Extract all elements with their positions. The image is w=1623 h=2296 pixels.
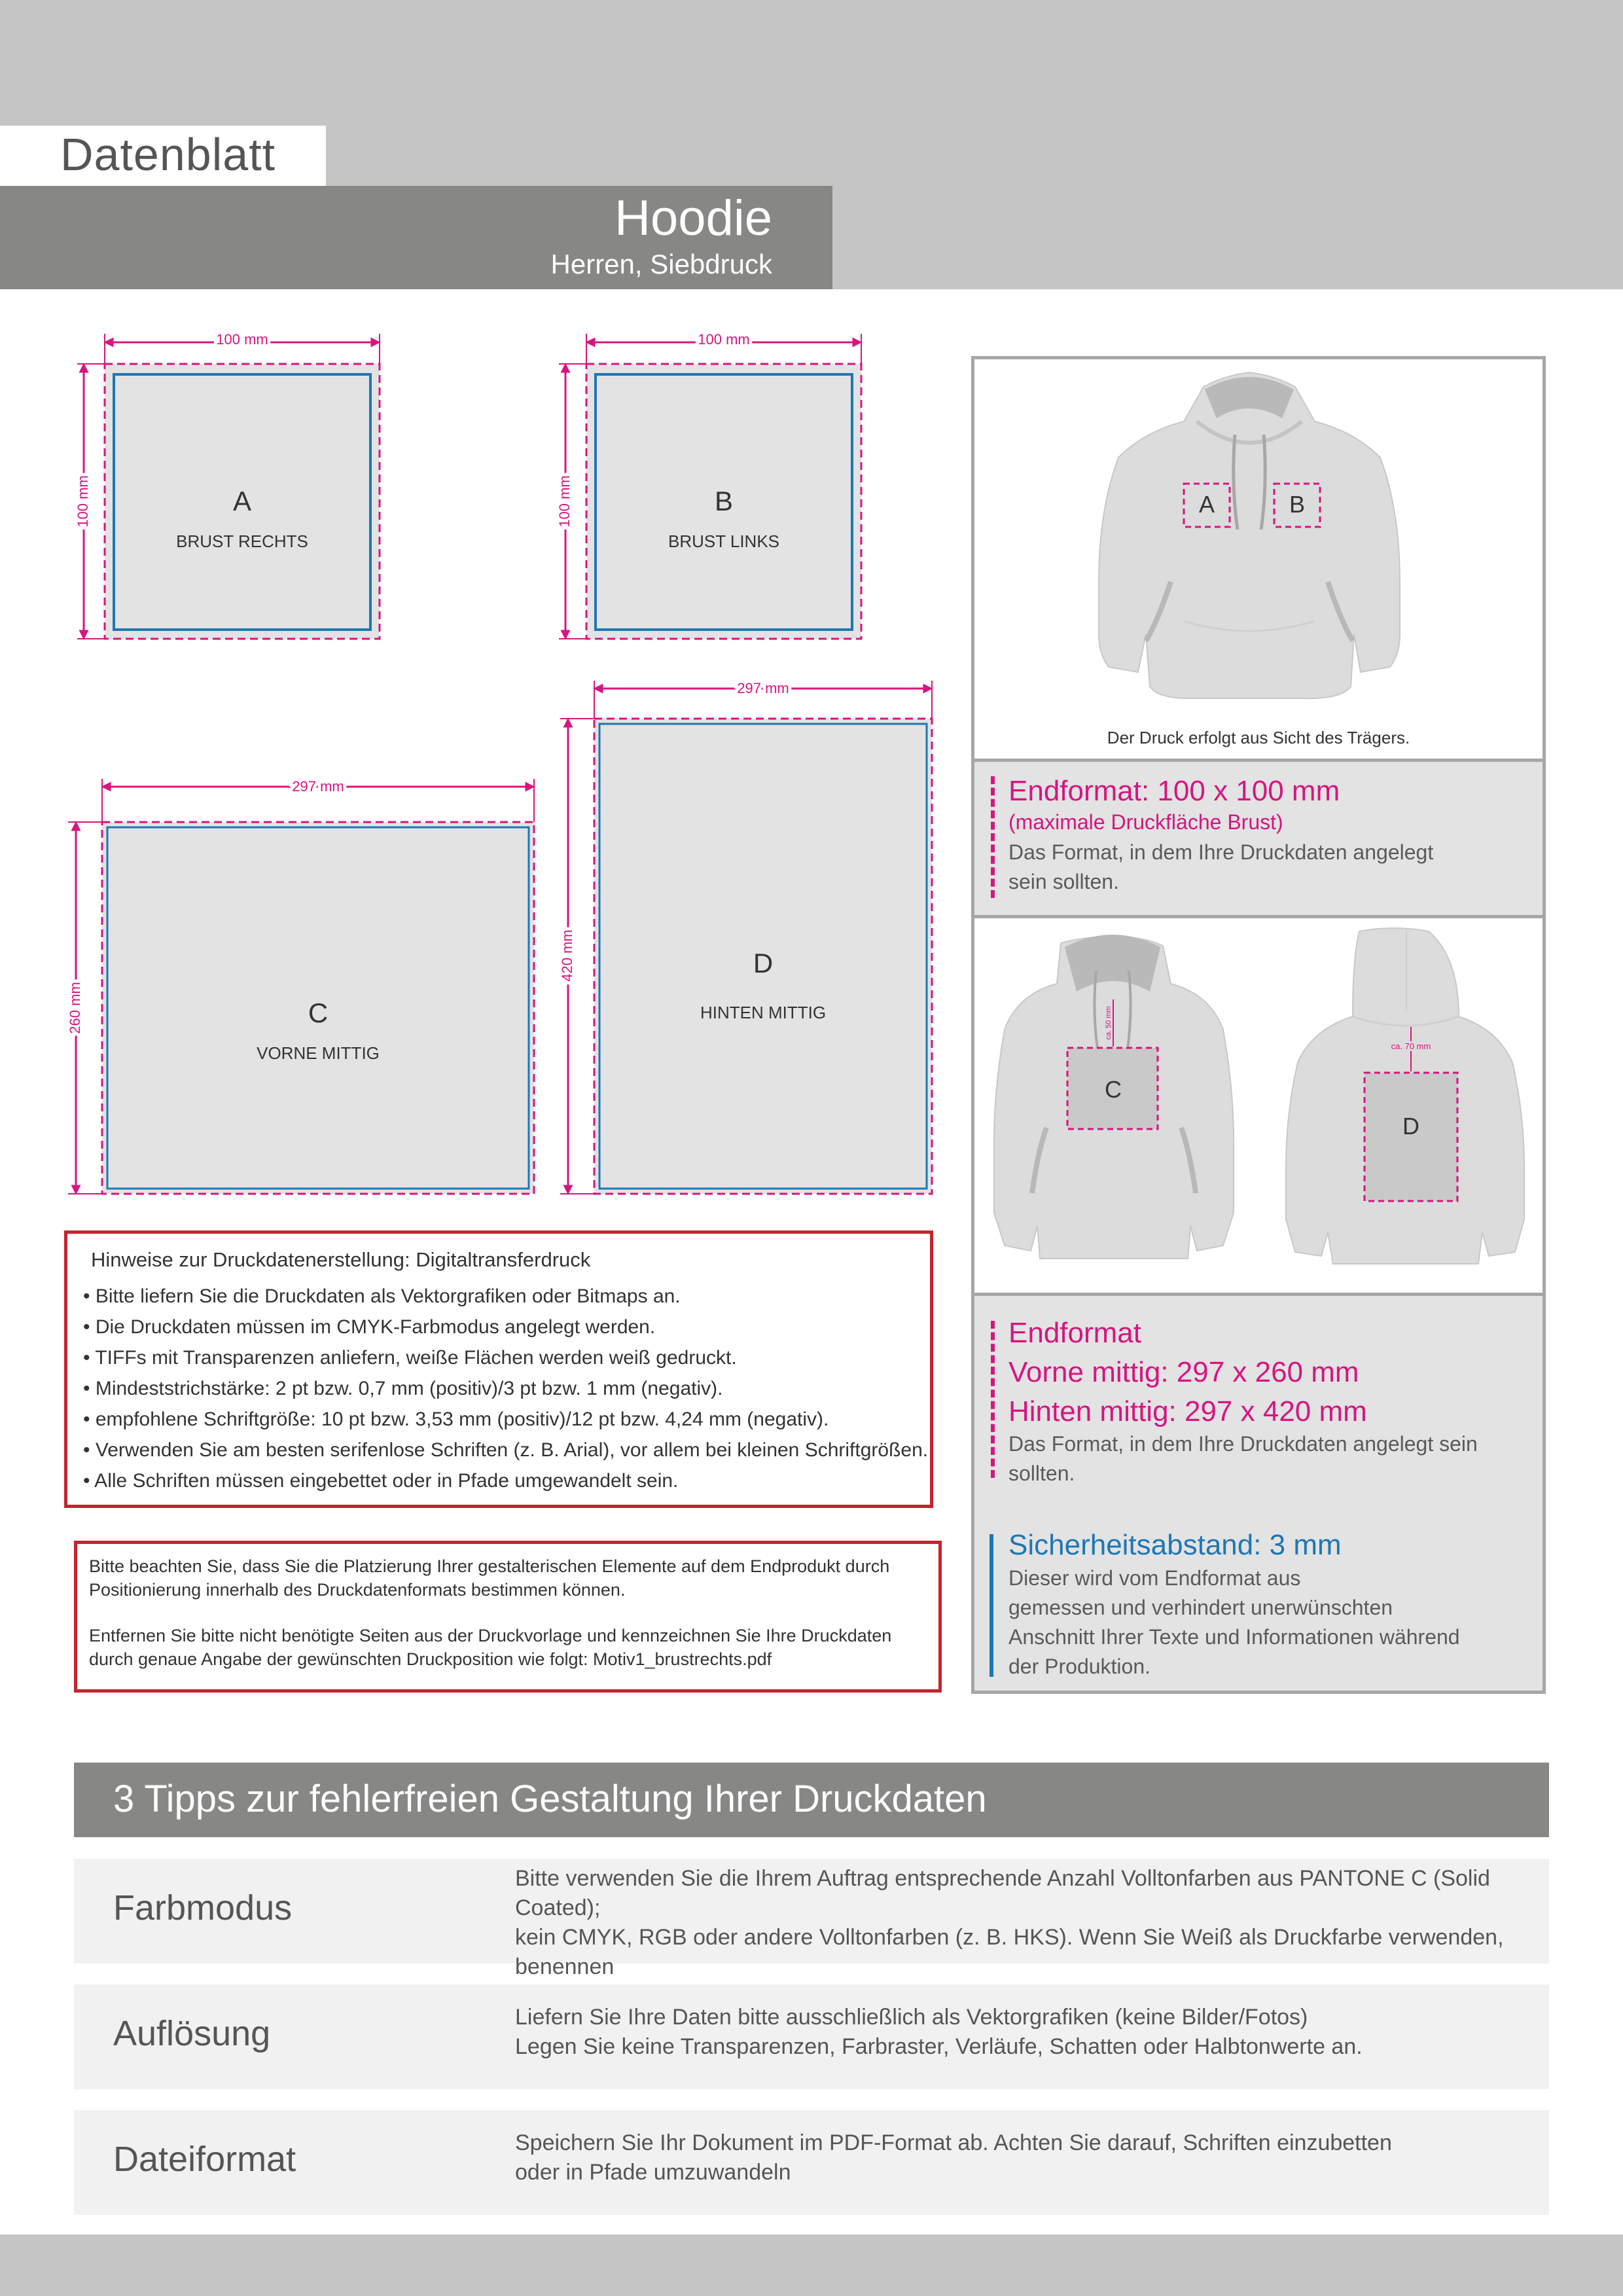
print-hints-title: Hinweise zur Druckdatenerstellung: Digitaltransferdruck [91, 1248, 591, 1271]
doc-label-tab [0, 126, 326, 186]
big-format-front: Vorne mittig: 297 x 260 mm [1008, 1356, 1359, 1388]
chest-format-desc-1: Das Format, in dem Ihre Druckdaten angelegt [1008, 840, 1434, 864]
big-format-desc-2: sollten. [1008, 1462, 1075, 1485]
chest-format-sub: (maximale Druckfläche Brust) [1008, 810, 1283, 834]
svg-text:B: B [1289, 491, 1306, 518]
svg-text:C: C [1105, 1076, 1122, 1103]
tips-heading-bar [74, 1763, 1549, 1837]
footer-band [0, 2234, 1623, 2296]
area-a-height-label: 100 mm [75, 475, 91, 528]
hint-item: • TIFFs mit Transparenzen anliefern, weiße Flächen werden weiß gedruckt. [83, 1347, 737, 1369]
tip-text: Liefern Sie Ihre Daten bitte ausschließlich als Vektorgrafiken (keine Bilder/Fotos) Legen Sie keine Transparenzen, Farbraster, Verläufe, Schatten oder Halbtonwerte an. [515, 2005, 1363, 2059]
area-b [556, 331, 861, 639]
chest-caption: Der Druck erfolgt aus Sicht des Trägers. [1107, 728, 1410, 747]
big-format-desc-1: Das Format, in dem Ihre Druckdaten angelegt sein [1008, 1432, 1478, 1456]
area-c-height-label: 260 mm [67, 982, 83, 1034]
notice-line: Positionierung innerhalb des Druckdatenformats bestimmen können. [89, 1580, 626, 1600]
tip-label: Auflösung [113, 2014, 271, 2053]
big-format-marker [991, 1321, 995, 1478]
area-c [67, 778, 534, 1194]
tip-row-aufloesung [74, 1984, 1549, 2089]
area-b-name: BRUST LINKS [668, 531, 780, 551]
safety-marker [990, 1534, 993, 1677]
hint-item: • empfohlene Schriftgröße: 10 pt bzw. 3,53 mm (positiv)/12 pt bzw. 4,24 mm (negativ). [83, 1408, 829, 1430]
area-b-width-label: 100 mm [698, 331, 750, 348]
tip-text: Speichern Sie Ihr Dokument im PDF-Format ab. Achten Sie darauf, Schriften einzubetten oder in Pfade umzuwandeln [515, 2130, 1392, 2185]
area-c-name: VORNE MITTIG [257, 1043, 380, 1063]
chest-format-marker [991, 776, 995, 898]
area-a [75, 331, 380, 639]
product-subtitle: Herren, Siebdruck [550, 249, 772, 279]
svg-text:D: D [1402, 1113, 1419, 1139]
svg-text:A: A [1198, 491, 1215, 518]
area-b-height-label: 100 mm [556, 475, 573, 528]
safety-desc-2: gemessen und verhindert unerwünschten [1008, 1596, 1393, 1619]
safety-title: Sicherheitsabstand: 3 mm [1008, 1529, 1342, 1561]
chest-format-title: Endformat: 100 x 100 mm [1008, 775, 1340, 807]
placement-notice-box [74, 1541, 942, 1693]
area-a-letter: A [232, 486, 252, 516]
area-d-letter: D [753, 948, 774, 978]
area-d-name: HINTEN MITTIG [700, 1003, 827, 1022]
hoodie-chest-view [974, 359, 1543, 762]
front-offset-label: ca. 50 mm [1105, 1006, 1113, 1040]
hint-item: • Alle Schriften müssen eingebettet oder in Pfade umgewandelt sein. [83, 1470, 679, 1492]
area-a-name: BRUST RECHTS [176, 531, 308, 551]
product-title: Hoodie [615, 190, 772, 246]
area-d-width-label: 297 mm [737, 680, 789, 696]
notice-line: Entfernen Sie bitte nicht benötigte Seiten aus der Druckvorlage und kennzeichnen Sie Ihre Druckdaten [89, 1626, 892, 1645]
back-offset-label: ca. 70 mm [1391, 1041, 1431, 1051]
notice-line: Bitte beachten Sie, dass Sie die Platzierung Ihrer gestalterischen Elemente auf dem Endprodukt durch [89, 1556, 890, 1576]
doc-label: Datenblatt [60, 129, 276, 180]
tip-row-farbmodus [74, 1859, 1549, 1979]
print-area-diagram [0, 289, 955, 1219]
safety-desc-3: Anschnitt Ihrer Texte und Informationen während [1008, 1625, 1460, 1649]
notice-line: durch genaue Angabe der gewünschten Druckposition wie folgt: Motiv1_brustrechts.pdf [89, 1649, 772, 1669]
hint-item: • Mindeststrichstärke: 2 pt bzw. 0,7 mm (positiv)/3 pt bzw. 1 mm (negativ). [83, 1378, 723, 1399]
print-hints-box [64, 1230, 933, 1508]
hoodie-front [994, 935, 1234, 1259]
area-b-letter: B [714, 486, 734, 516]
area-d [559, 680, 932, 1194]
tip-row-dateiformat [74, 2110, 1549, 2215]
hint-item: • Bitte liefern Sie die Druckdaten als Vektorgrafiken oder Bitmaps an. [83, 1285, 681, 1307]
hint-item: • Verwenden Sie am besten serifenlose Schriften (z. B. Arial), vor allem bei kleinen Schriftgrößen. [83, 1439, 929, 1461]
hoodie-back [1286, 928, 1524, 1264]
big-format-title: Endformat [1008, 1317, 1141, 1349]
area-c-letter: C [308, 997, 329, 1028]
title-bar [0, 186, 832, 289]
safety-desc-1: Dieser wird vom Endformat aus [1008, 1566, 1301, 1590]
big-format-back: Hinten mittig: 297 x 420 mm [1008, 1395, 1367, 1427]
tip-label: Farbmodus [113, 1888, 293, 1928]
hoodie-front-back-view [974, 918, 1543, 1293]
print-hints-list [83, 1281, 928, 1496]
tip-label: Dateiformat [113, 2140, 296, 2179]
tip-text: Bitte verwenden Sie die Ihrem Auftrag entsprechende Anzahl Volltonfarben aus PANTONE C (Solid Coated); kein CMYK, RGB oder andere Volltonfarben (z. B. HKS). Wenn Sie Weiß als Druckfarbe verwenden, benennen [515, 1866, 1504, 1979]
safety-desc-4: der Produktion. [1008, 1655, 1151, 1678]
area-c-width-label: 297 mm [292, 778, 344, 795]
chest-format-desc-2: sein sollten. [1008, 870, 1119, 893]
tips-heading: 3 Tipps zur fehlerfreien Gestaltung Ihrer Druckdaten [113, 1778, 987, 1820]
hint-item: • Die Druckdaten müssen im CMYK-Farbmodus angelegt werden. [83, 1316, 656, 1338]
area-a-width-label: 100 mm [216, 331, 268, 348]
area-d-height-label: 420 mm [559, 929, 575, 982]
